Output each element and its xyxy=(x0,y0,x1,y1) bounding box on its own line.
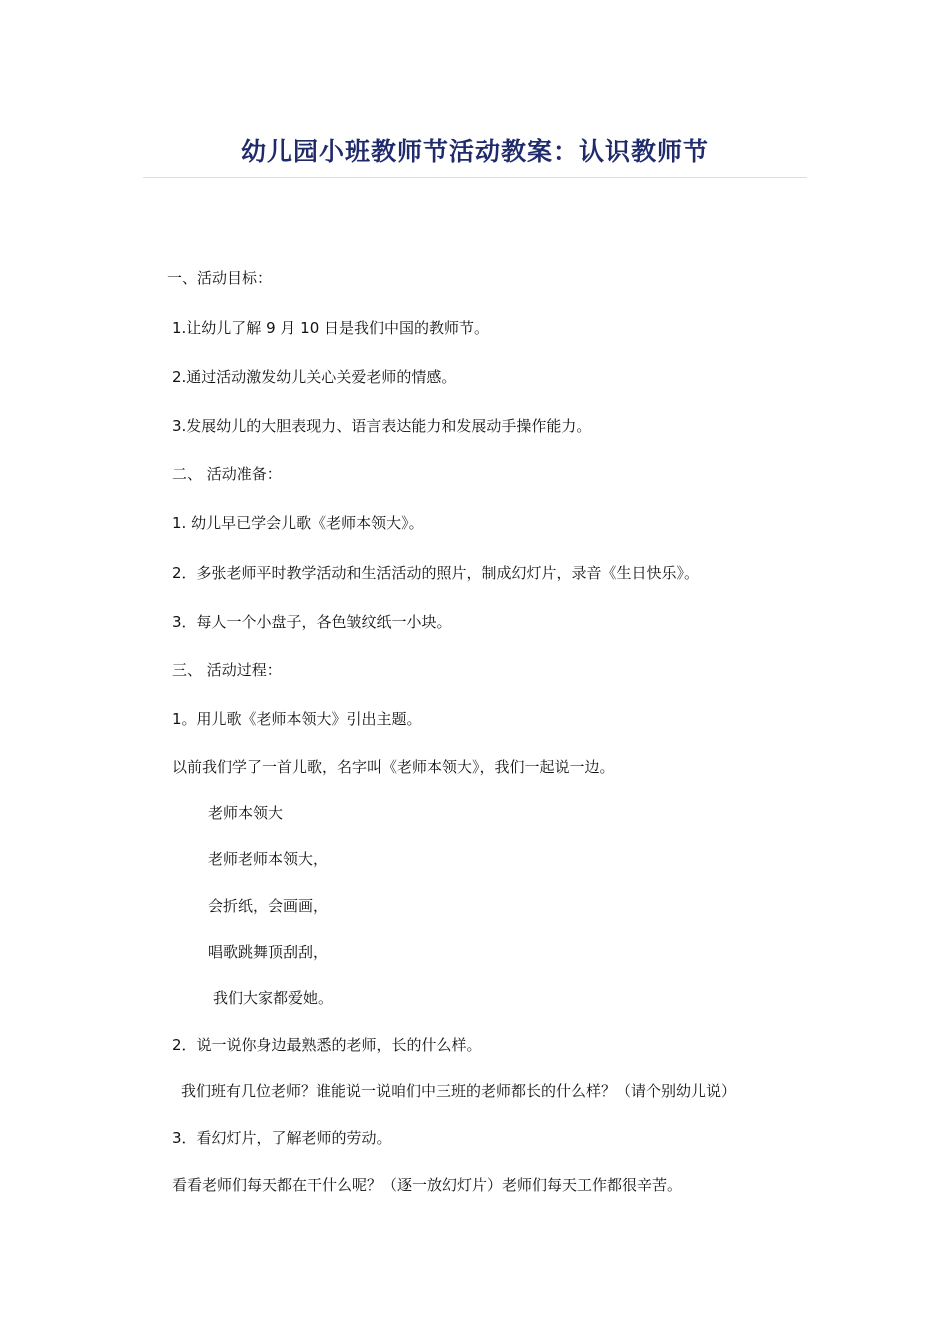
poem-line-2: 会折纸，会画画， xyxy=(208,897,329,915)
process-step-1: 1。用儿歌《老师本领大》引出主题。 xyxy=(172,710,422,728)
goal-item-1: 1.让幼儿了解 9 月 10 日是我们中国的教师节。 xyxy=(172,319,490,337)
poem-line-1: 老师老师本领大， xyxy=(208,850,329,868)
preparation-item-1: 1. 幼儿早已学会儿歌《老师本领大》。 xyxy=(172,514,424,532)
preparation-item-3: 3．每人一个小盘子，各色皱纹纸一小块。 xyxy=(172,613,452,631)
process-text-1: 以前我们学了一首儿歌，名字叫《老师本领大》，我们一起说一边。 xyxy=(172,758,615,776)
document-title: 幼儿园小班教师节活动教案：认识教师节 xyxy=(240,137,709,166)
section-heading-preparation: 二、 活动准备： xyxy=(172,465,282,483)
goal-item-2: 2.通过活动激发幼儿关心关爱老师的情感。 xyxy=(172,368,457,386)
process-text-3: 看看老师们每天都在干什么呢？（逐一放幻灯片）老师们每天工作都很辛苦。 xyxy=(172,1176,683,1194)
goal-item-3: 3.发展幼儿的大胆表现力、语言表达能力和发展动手操作能力。 xyxy=(172,417,592,435)
poem-title: 老师本领大 xyxy=(208,804,284,822)
preparation-item-2: 2．多张老师平时教学活动和生活活动的照片，制成幻灯片，录音《生日快乐》。 xyxy=(172,564,700,582)
process-step-2: 2．说一说你身边最熟悉的老师，长的什么样。 xyxy=(172,1036,482,1054)
process-step-3: 3．看幻灯片，了解老师的劳动。 xyxy=(172,1129,392,1147)
title-divider xyxy=(143,177,807,178)
section-heading-process: 三、 活动过程： xyxy=(172,661,282,679)
process-text-2: 我们班有几位老师？谁能说一说咱们中三班的老师都长的什么样？（请个别幼儿说） xyxy=(181,1082,737,1100)
poem-line-4: 我们大家都爱她。 xyxy=(213,989,334,1007)
poem-line-3: 唱歌跳舞顶刮刮， xyxy=(208,943,329,961)
section-heading-goals: 一、活动目标： xyxy=(167,269,273,287)
